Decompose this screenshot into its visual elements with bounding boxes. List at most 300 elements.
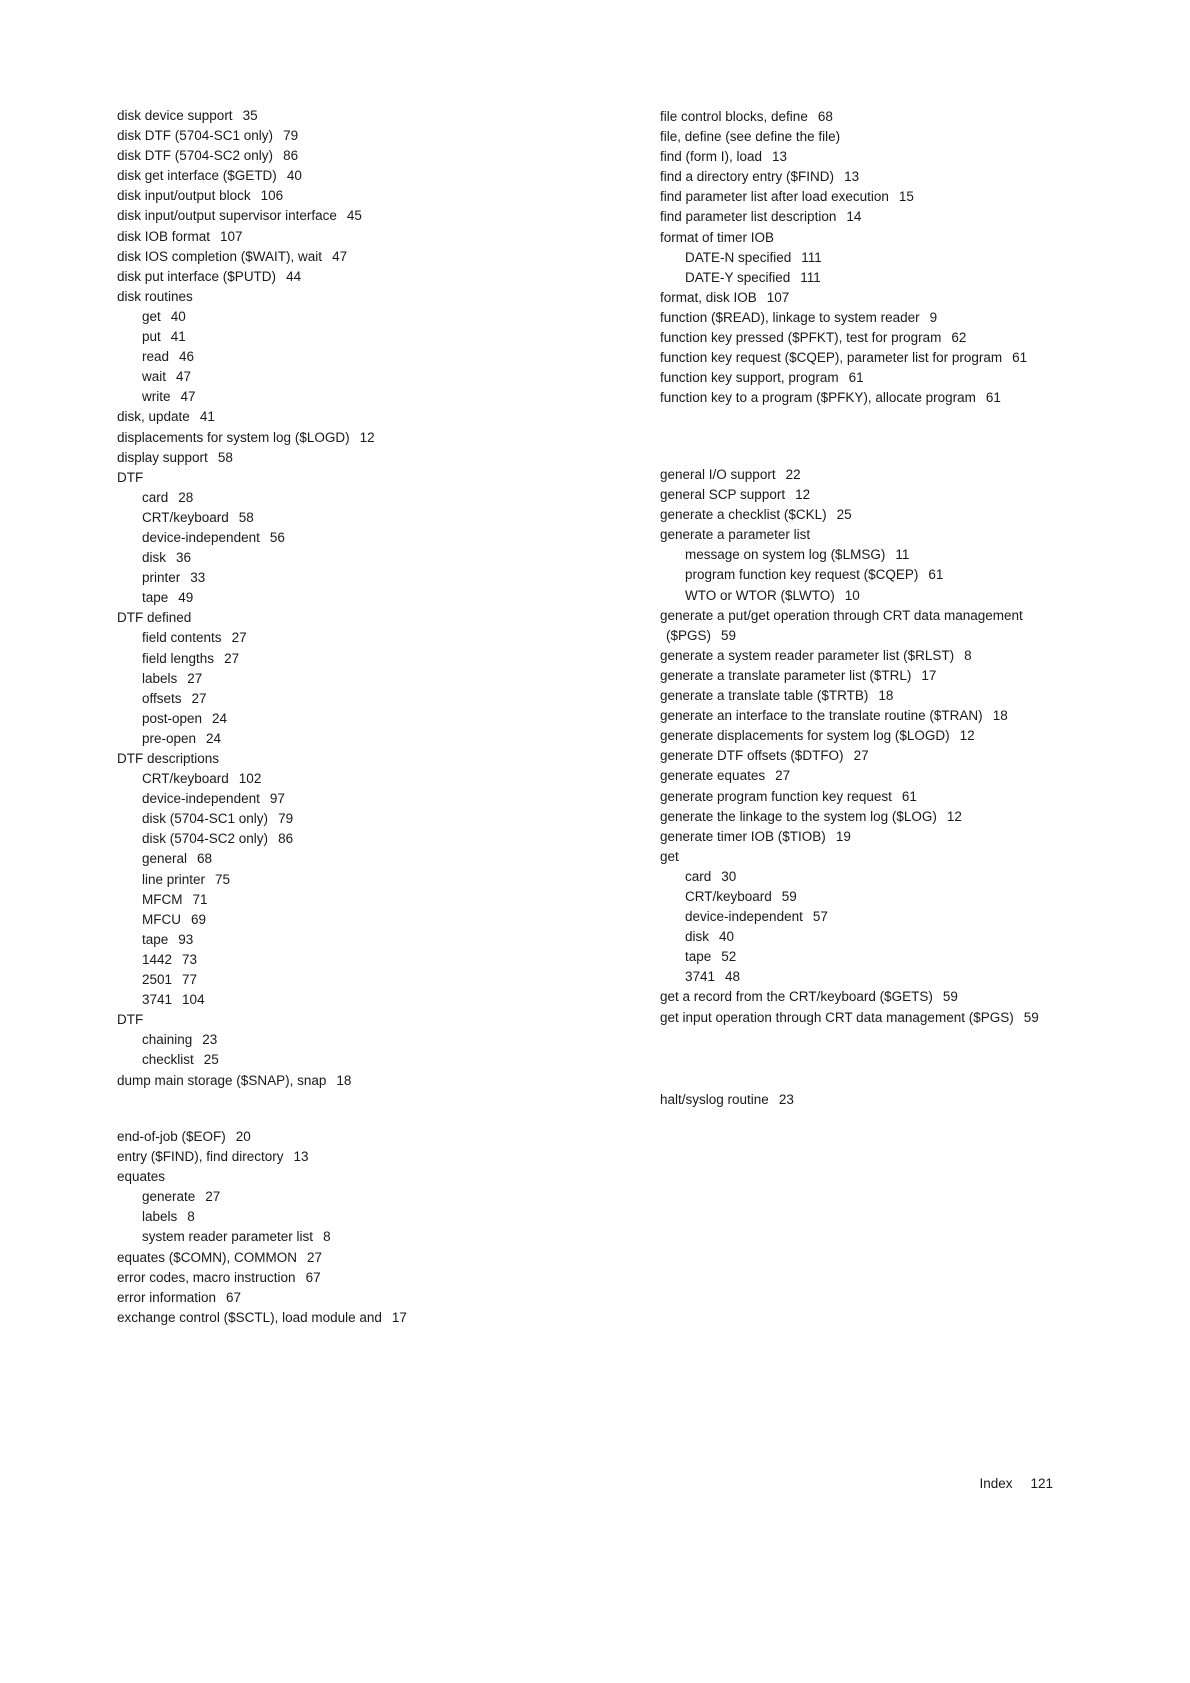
entry-page-number: 17	[391, 1309, 407, 1325]
entry-page-number: 48	[725, 969, 741, 985]
index-subentry	[117, 488, 375, 508]
entry-text: format of timer IOB	[660, 229, 775, 245]
entry-text: disk DTF (5704-SC2 only)	[117, 148, 274, 164]
index-subentry	[117, 769, 375, 789]
entry-text: find parameter list description	[660, 209, 837, 225]
index-subentry	[660, 907, 1039, 927]
entry-text: function ($READ), linkage to system reader	[660, 309, 920, 325]
entry-page-number: 61	[985, 390, 1001, 406]
entry-text: get input operation through CRT data management ($PGS)	[660, 1009, 1014, 1025]
entry-text: disk IOB format	[117, 228, 211, 244]
entry-text: tape	[142, 931, 169, 947]
index-entry	[660, 308, 1027, 328]
index-entry	[117, 126, 375, 146]
index-subentry	[117, 568, 375, 588]
index-entry	[660, 746, 1039, 766]
index-subentry	[117, 910, 375, 930]
entry-text: disk IOS completion ($WAIT), wait	[117, 248, 323, 264]
index-entry	[117, 267, 375, 287]
entry-text: generate a parameter list	[660, 527, 811, 543]
entry-page-number: 67	[226, 1289, 242, 1305]
entry-page-number: 24	[206, 730, 222, 746]
entry-page-number: 86	[278, 831, 294, 847]
index-entry	[117, 206, 375, 226]
entry-page-number: 59	[781, 888, 797, 904]
entry-text: generate equates	[660, 768, 766, 784]
index-entry	[117, 1268, 407, 1288]
entry-text: general I/O support	[660, 467, 776, 482]
entry-page-number: 59	[1023, 1009, 1039, 1025]
entry-text: tape	[685, 949, 712, 965]
entry-text: MFCU	[142, 911, 181, 927]
index-subentry	[660, 927, 1039, 947]
index-group-f	[660, 107, 1027, 408]
entry-text: line printer	[142, 871, 206, 887]
index-group-d	[117, 106, 375, 1091]
entry-text: generate displacements for system log ($LOGD)	[660, 728, 950, 744]
entry-text: disk input/output block	[117, 188, 251, 204]
entry-page-number: 59	[942, 989, 958, 1005]
page-footer	[979, 1476, 1053, 1491]
entry-page-number: 17	[921, 667, 937, 683]
entry-text: chaining	[142, 1032, 193, 1048]
entry-page-number: 11	[895, 547, 910, 563]
entry-text: displacements for system log ($LOGD)	[117, 429, 350, 445]
index-entry	[660, 686, 1039, 706]
entry-page-number: 13	[772, 149, 788, 165]
entry-text: file, define (see define the file)	[660, 129, 841, 145]
entry-page-number: 97	[269, 791, 285, 807]
index-entry	[660, 847, 1039, 867]
entry-text: find (form I), load	[660, 149, 763, 165]
entry-page-number: 46	[179, 349, 195, 365]
index-entry	[117, 1127, 407, 1147]
entry-text: ($PGS)	[666, 627, 712, 643]
entry-page-number: 67	[305, 1269, 321, 1285]
index-entry	[660, 288, 1027, 308]
index-subentry	[660, 545, 1039, 565]
index-entry	[660, 107, 1027, 127]
entry-page-number: 25	[836, 507, 852, 523]
entry-text: DATE-N specified	[685, 249, 792, 265]
entry-text: halt/syslog routine	[660, 1092, 769, 1107]
entry-page-number: 20	[235, 1129, 251, 1144]
index-subentry	[117, 1187, 407, 1207]
entry-page-number: 68	[817, 109, 833, 124]
entry-text: display support	[117, 449, 208, 465]
index-subentry	[117, 950, 375, 970]
entry-page-number: 18	[992, 708, 1008, 724]
entry-page-number: 23	[202, 1032, 218, 1048]
entry-text: system reader parameter list	[142, 1229, 314, 1245]
entry-text: read	[142, 349, 170, 365]
index-entry	[117, 468, 375, 488]
entry-page-number: 22	[785, 467, 801, 482]
entry-text: put	[142, 329, 161, 345]
entry-page-number: 30	[721, 868, 737, 884]
entry-text: exchange control ($SCTL), load module and	[117, 1309, 382, 1325]
entry-text: disk routines	[117, 288, 193, 304]
index-entry	[117, 749, 375, 769]
entry-page-number: 52	[721, 949, 737, 965]
index-entry	[660, 388, 1027, 408]
index-entry	[117, 287, 375, 307]
index-subentry	[117, 1050, 375, 1070]
entry-page-number: 27	[775, 768, 791, 784]
entry-page-number: 27	[205, 1189, 221, 1205]
index-group-h	[660, 1090, 794, 1110]
entry-text: pre-open	[142, 730, 197, 746]
entry-page-number: 12	[946, 808, 962, 824]
footer-label: Index	[979, 1476, 1013, 1491]
entry-text: tape	[142, 590, 169, 606]
entry-text: file control blocks, define	[660, 109, 808, 124]
index-subentry	[117, 588, 375, 608]
index-subentry	[117, 528, 375, 548]
index-entry	[660, 127, 1027, 147]
index-subentry	[117, 1207, 407, 1227]
index-subentry	[117, 729, 375, 749]
index-entry	[117, 166, 375, 186]
entry-page-number: 15	[898, 189, 914, 205]
entry-page-number: 27	[307, 1249, 323, 1265]
entry-text: labels	[142, 1209, 178, 1225]
entry-text: general	[142, 851, 188, 867]
index-subentry	[660, 248, 1027, 268]
index-subentry	[117, 508, 375, 528]
index-entry	[660, 368, 1027, 388]
entry-page-number: 24	[212, 710, 228, 726]
index-group-e	[117, 1127, 407, 1328]
entry-text: generate	[142, 1189, 196, 1205]
entry-text: disk (5704-SC1 only)	[142, 811, 269, 827]
entry-text: disk put interface ($PUTD)	[117, 268, 277, 284]
entry-page-number: 47	[176, 369, 192, 385]
index-entry	[660, 167, 1027, 187]
entry-page-number: 69	[191, 911, 207, 927]
index-entry	[660, 465, 1039, 485]
entry-text: disk	[142, 550, 167, 566]
entry-text: get a record from the CRT/keyboard ($GETS)	[660, 989, 933, 1005]
entry-text: generate a put/get operation through CRT data management	[660, 607, 1023, 623]
index-subentry	[660, 967, 1039, 987]
entry-page-number: 107	[220, 228, 243, 244]
entry-page-number: 12	[959, 728, 975, 744]
entry-text: field lengths	[142, 650, 215, 666]
entry-text: WTO or WTOR ($LWTO)	[685, 587, 835, 603]
entry-text: 3741	[142, 992, 173, 1008]
entry-page-number: 102	[238, 771, 262, 787]
entry-text: 1442	[142, 951, 173, 967]
index-subentry	[117, 709, 375, 729]
entry-text: generate program function key request	[660, 788, 892, 804]
index-entry	[117, 1010, 375, 1030]
entry-text: offsets	[142, 690, 182, 706]
entry-page-number: 28	[178, 489, 194, 505]
index-subentry	[117, 970, 375, 990]
index-entry	[660, 328, 1027, 348]
entry-text: CRT/keyboard	[142, 771, 229, 787]
page-number: 121	[1030, 1476, 1053, 1491]
entry-text: generate a translate table ($TRTB)	[660, 688, 869, 704]
entry-text: device-independent	[685, 909, 803, 925]
entry-text: disk, update	[117, 409, 190, 425]
index-subentry	[117, 1030, 375, 1050]
entry-text: post-open	[142, 710, 203, 726]
entry-text: device-independent	[142, 529, 260, 545]
entry-text: generate the linkage to the system log ($LOG)	[660, 808, 937, 824]
index-subentry	[117, 930, 375, 950]
index-subentry	[117, 809, 375, 829]
entry-text: find parameter list after load execution	[660, 189, 889, 205]
entry-text: write	[142, 389, 171, 405]
entry-text: entry ($FIND), find directory	[117, 1149, 284, 1165]
entry-page-number: 79	[278, 811, 294, 827]
index-entry	[117, 1248, 407, 1268]
entry-text: DTF descriptions	[117, 751, 220, 766]
index-entry	[660, 666, 1039, 686]
entry-text: format, disk IOB	[660, 289, 757, 305]
entry-page-number: 10	[844, 587, 860, 603]
index-subentry	[117, 327, 375, 347]
entry-page-number: 13	[293, 1149, 309, 1165]
entry-text: disk device support	[117, 108, 233, 123]
index-entry	[117, 608, 375, 628]
entry-page-number: 27	[187, 670, 203, 686]
index-entry	[117, 428, 375, 448]
entry-page-number: 27	[191, 690, 207, 706]
entry-text: MFCM	[142, 891, 183, 907]
entry-text: function key pressed ($PFKT), test for program	[660, 330, 942, 346]
entry-page-number: 104	[182, 992, 205, 1008]
entry-page-number: 59	[721, 627, 737, 643]
entry-text: generate a system reader parameter list ($RLST)	[660, 647, 955, 663]
entry-text: get	[142, 308, 161, 324]
index-subentry	[117, 387, 375, 407]
entry-text: error information	[117, 1289, 217, 1305]
entry-text: printer	[142, 570, 181, 586]
entry-text: generate a translate parameter list ($TRL)	[660, 667, 912, 683]
index-subentry	[660, 887, 1039, 907]
entry-text: DATE-Y specified	[685, 269, 791, 285]
entry-text: function key to a program ($PFKY), allocate program	[660, 390, 976, 406]
entry-text: generate an interface to the translate routine ($TRAN)	[660, 708, 983, 724]
entry-text: find a directory entry ($FIND)	[660, 169, 835, 185]
entry-page-number: 23	[778, 1092, 794, 1107]
entry-page-number: 40	[170, 308, 186, 324]
index-subentry	[117, 347, 375, 367]
entry-text: card	[685, 868, 712, 884]
entry-text: program function key request ($CQEP)	[685, 567, 919, 583]
entry-page-number: 75	[215, 871, 231, 887]
index-subentry	[660, 867, 1039, 887]
entry-page-number: 47	[332, 248, 348, 264]
entry-page-number: 61	[848, 370, 864, 386]
entry-text: generate DTF offsets ($DTFO)	[660, 748, 844, 764]
entry-text: CRT/keyboard	[685, 888, 772, 904]
entry-text: labels	[142, 670, 178, 686]
index-entry	[117, 407, 375, 427]
index-entry	[660, 987, 1039, 1007]
index-entry	[660, 766, 1039, 786]
index-entry	[117, 227, 375, 247]
entry-text: card	[142, 489, 169, 505]
entry-text: disk input/output supervisor interface	[117, 208, 337, 224]
entry-page-number: 40	[286, 168, 302, 184]
entry-page-number: 41	[170, 329, 186, 345]
entry-page-number: 111	[801, 249, 822, 265]
index-entry	[660, 827, 1039, 847]
entry-text: function key support, program	[660, 370, 839, 386]
index-entry	[117, 1308, 407, 1328]
index-entry	[660, 787, 1039, 807]
entry-text: field contents	[142, 630, 222, 646]
entry-text: 3741	[685, 969, 716, 985]
index-subentry	[117, 307, 375, 327]
index-entry	[660, 1090, 794, 1110]
entry-page-number: 44	[286, 268, 302, 284]
index-subentry	[117, 669, 375, 689]
entry-page-number: 25	[203, 1052, 219, 1068]
entry-page-number: 14	[846, 209, 862, 225]
index-entry	[660, 505, 1039, 525]
entry-page-number: 61	[901, 788, 917, 804]
index-entry	[660, 706, 1039, 726]
entry-page-number: 8	[964, 647, 972, 663]
entry-page-number: 12	[359, 429, 375, 445]
entry-text: equates ($COMN), COMMON	[117, 1249, 298, 1265]
entry-page-number: 8	[187, 1209, 195, 1225]
entry-text: error codes, macro instruction	[117, 1269, 296, 1285]
index-subentry	[117, 990, 375, 1010]
entry-page-number: 61	[928, 567, 944, 583]
entry-text: disk DTF (5704-SC1 only)	[117, 128, 274, 144]
index-subentry	[660, 565, 1039, 585]
index-subentry	[117, 789, 375, 809]
index-subentry	[117, 829, 375, 849]
index-entry	[117, 106, 375, 126]
entry-text: get	[660, 848, 679, 864]
entry-text: DTF defined	[117, 610, 192, 626]
entry-text: general SCP support	[660, 487, 786, 503]
entry-text: checklist	[142, 1052, 194, 1068]
entry-page-number: 58	[238, 509, 254, 525]
index-entry	[660, 228, 1027, 248]
entry-page-number: 27	[853, 748, 869, 764]
entry-page-number: 18	[336, 1072, 352, 1088]
entry-page-number: 86	[283, 148, 299, 164]
entry-page-number: 40	[719, 929, 735, 945]
entry-page-number: 56	[269, 529, 285, 545]
entry-page-number: 79	[283, 128, 299, 144]
index-entry	[660, 606, 1039, 626]
entry-page-number: 13	[844, 169, 860, 185]
entry-text: dump main storage ($SNAP), snap	[117, 1072, 327, 1088]
entry-page-number: 18	[878, 688, 894, 704]
entry-page-number: 73	[182, 951, 198, 967]
entry-text: device-independent	[142, 791, 260, 807]
entry-page-number: 107	[766, 289, 790, 305]
index-entry	[117, 247, 375, 267]
index-entry	[660, 187, 1027, 207]
index-subentry	[660, 947, 1039, 967]
index-entry	[660, 626, 1039, 646]
entry-page-number: 106	[260, 188, 284, 204]
entry-text: disk (5704-SC2 only)	[142, 831, 269, 847]
entry-page-number: 47	[180, 389, 196, 405]
entry-page-number: 77	[182, 972, 198, 988]
index-entry	[117, 186, 375, 206]
index-entry	[117, 1147, 407, 1167]
entry-page-number: 58	[217, 449, 233, 465]
entry-text: DTF	[117, 1012, 144, 1028]
index-subentry	[660, 268, 1027, 288]
index-entry	[660, 525, 1039, 545]
entry-text: CRT/keyboard	[142, 509, 229, 525]
entry-page-number: 71	[192, 891, 208, 907]
entry-page-number: 8	[323, 1229, 331, 1245]
index-entry	[660, 807, 1039, 827]
index-entry	[660, 147, 1027, 167]
index-subentry	[117, 628, 375, 648]
entry-text: DTF	[117, 469, 144, 485]
index-entry	[117, 1288, 407, 1308]
entry-page-number: 12	[795, 487, 811, 503]
entry-page-number: 49	[178, 590, 194, 606]
index-entry	[660, 726, 1039, 746]
entry-text: message on system log ($LMSG)	[685, 547, 886, 563]
index-subentry	[117, 870, 375, 890]
entry-page-number: 27	[224, 650, 240, 666]
index-subentry	[117, 367, 375, 387]
index-entry	[117, 1167, 407, 1187]
entry-page-number: 57	[812, 909, 828, 925]
entry-text: wait	[142, 369, 167, 385]
entry-text: equates	[117, 1169, 166, 1185]
index-entry	[117, 448, 375, 468]
index-entry	[660, 207, 1027, 227]
index-entry	[660, 646, 1039, 666]
index-subentry	[117, 849, 375, 869]
index-subentry	[117, 649, 375, 669]
entry-page-number: 45	[346, 208, 362, 224]
index-entry	[660, 1008, 1039, 1028]
entry-page-number: 41	[199, 409, 215, 425]
entry-page-number: 35	[242, 108, 258, 123]
entry-text: generate timer IOB ($TIOB)	[660, 828, 826, 844]
entry-page-number: 9	[929, 309, 938, 325]
entry-text: generate a checklist ($CKL)	[660, 507, 827, 523]
entry-page-number: 19	[835, 828, 851, 844]
entry-page-number: 68	[197, 851, 213, 867]
entry-text: 2501	[142, 972, 173, 988]
index-entry	[660, 485, 1039, 505]
entry-text: function key request ($CQEP), parameter list for program	[660, 350, 1003, 366]
entry-page-number: 111	[800, 269, 821, 285]
index-entry	[117, 1071, 375, 1091]
index-group-g	[660, 465, 1039, 1028]
entry-page-number: 27	[231, 630, 247, 646]
entry-text: end-of-job ($EOF)	[117, 1129, 226, 1144]
entry-page-number: 61	[1012, 350, 1028, 366]
index-entry	[660, 348, 1027, 368]
index-subentry	[117, 548, 375, 568]
entry-text: disk get interface ($GETD)	[117, 168, 277, 184]
index-entry	[117, 146, 375, 166]
index-subentry	[117, 890, 375, 910]
entry-page-number: 93	[178, 931, 194, 947]
entry-page-number: 62	[951, 330, 967, 346]
